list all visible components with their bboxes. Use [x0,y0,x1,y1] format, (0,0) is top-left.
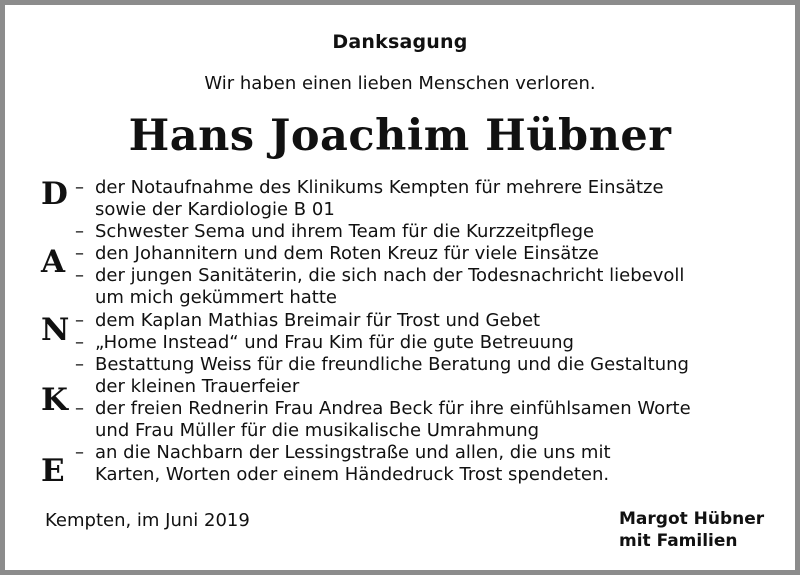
bullet-dash: – [75,331,84,353]
initial-k: K [41,382,68,418]
bullet-dash: – [75,442,84,464]
thanks-line [75,420,691,442]
notice-subline: Wir haben einen lieben Menschen verloren. [204,73,596,94]
thanks-text: den Johannitern und dem Roten Kreuz für viele Einsätze [95,243,599,265]
thanks-list [75,177,691,486]
thanks-text: dem Kaplan Mathias Breimair für Trost und Gebet [95,309,541,331]
initial-a: A [41,244,66,280]
bullet-dash: – [75,353,84,375]
signature-line: mit Familien [619,531,738,551]
place-date: Kempten, im Juni 2019 [45,510,250,531]
thanks-line [75,243,691,265]
thanks-text: „Home Instead“ und Frau Kim für die gute Betreuung [95,331,574,353]
bullet-dash: – [75,309,84,331]
bullet-dash: – [75,397,84,419]
initial-e: E [41,453,65,489]
thanks-line [75,464,691,486]
thanks-text: Karten, Worten oder einem Händedruck Trost spendeten. [95,464,610,486]
thanks-text: der jungen Sanitäterin, die sich nach der Todesnachricht liebevoll [95,265,685,287]
signature-line: Margot Hübner [619,509,765,529]
bullet-dash: – [75,221,84,243]
bullet-dash: – [75,177,84,198]
thanks-line [75,177,691,199]
signature-block [619,508,764,552]
thanks-line [75,376,691,398]
bullet-dash: – [75,243,84,265]
thanks-line [75,310,691,332]
thanks-line [75,221,691,243]
thanks-line [75,287,691,309]
thanks-text: und Frau Müller für die musikalische Umrahmung [95,420,540,442]
thanks-line [75,442,691,464]
deceased-name: Hans Joachim Hübner [128,111,672,161]
thanks-text: an die Nachbarn der Lessingstraße und allen, die uns mit [95,442,611,464]
thanks-line [75,265,691,287]
thanks-text: um mich gekümmert hatte [95,287,337,309]
initial-n: N [41,312,70,348]
thanks-text: sowie der Kardiologie B 01 [95,199,335,221]
initial-d: D [41,176,68,212]
bullet-dash: – [75,265,84,287]
notice-heading: Danksagung [332,31,468,53]
thanks-line [75,398,691,420]
thanks-text: Schwester Sema und ihrem Team für die Kurzzeitpflege [95,221,595,243]
thanks-line [75,332,691,354]
thanks-text: Bestattung Weiss für die freundliche Beratung und die Gestaltung [95,353,689,375]
thanks-text: der kleinen Trauerfeier [95,375,300,397]
thanks-text: der Notaufnahme des Klinikums Kempten für mehrere Einsätze [95,177,664,198]
thanks-text: der freien Rednerin Frau Andrea Beck für ihre einfühlsamen Worte [95,397,691,419]
thanks-line [75,354,691,376]
thanks-line [75,199,691,221]
